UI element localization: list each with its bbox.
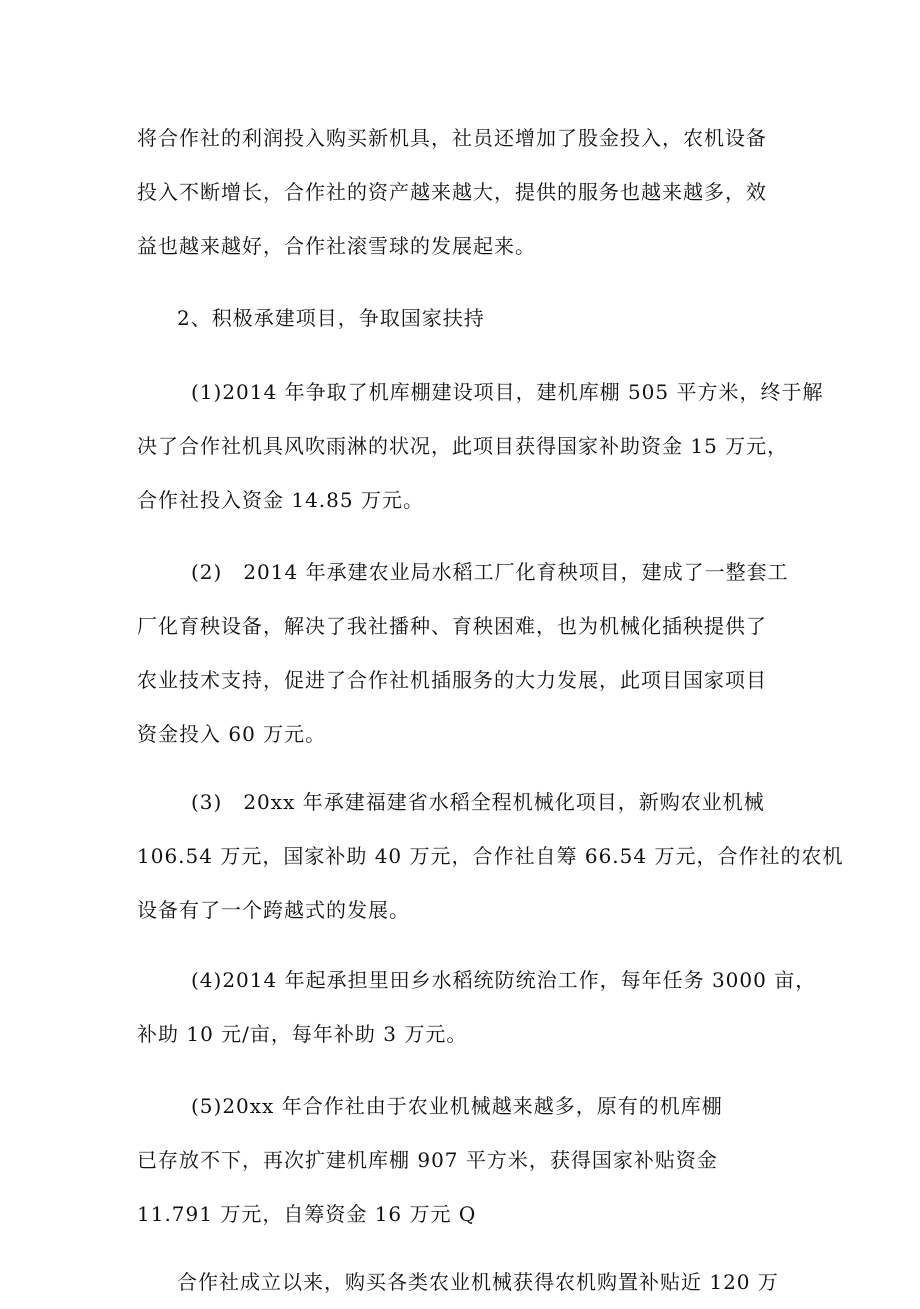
- text-line: 农业技术支持，促进了合作社机插服务的大力发展，此项目国家项目: [137, 668, 767, 692]
- text-line: 合作社投入资金 14.85 万元。: [137, 488, 424, 512]
- text-line: 11.791 万元，自筹资金 16 万元 Q: [137, 1202, 477, 1226]
- text-line: 决了合作社机具风吹雨淋的状况，此项目获得国家补助资金 15 万元，: [137, 434, 789, 458]
- paragraph-item-5: [137, 1079, 787, 1241]
- section-heading-text: 2、积极承建项目，争取国家扶持: [177, 306, 485, 330]
- text-line: 资金投入 60 万元。: [137, 722, 327, 746]
- text-line: 益也越来越好，合作社滚雪球的发展起来。: [137, 234, 536, 258]
- text-line: 合作社成立以来，购买各类农业机械获得农机购置补贴近 120 万: [177, 1270, 779, 1294]
- text-line: 将合作社的利润投入购买新机具，社员还增加了股金投入，农机设备: [137, 126, 767, 150]
- text-line: 已存放不下，再次扩建机库棚 907 平方米，获得国家补贴资金: [137, 1148, 718, 1172]
- paragraph-item-1: [137, 365, 824, 527]
- text-line: 106.54 万元，国家补助 40 万元，合作社自筹 66.54 万元，合作社的农机: [137, 844, 844, 868]
- text-line: (1)2014 年争取了机库棚建设项目，建机库棚 505 平方米，终于解: [191, 380, 824, 404]
- text-line: 设备有了一个跨越式的发展。: [137, 898, 410, 922]
- text-line: (5)20xx 年合作社由于农业机械越来越多，原有的机库棚: [191, 1094, 723, 1118]
- text-line: 投入不断增长，合作社的资产越来越大，提供的服务也越来越多，效: [137, 180, 767, 204]
- text-line: (4)2014 年起承担里田乡水稻统防统治工作，每年任务 3000 亩，: [191, 968, 817, 992]
- text-line: (2) 2014 年承建农业局水稻工厂化育秧项目，建成了一整套工: [191, 560, 789, 584]
- text-line: 补助 10 元/亩，每年补助 3 万元。: [137, 1022, 468, 1046]
- section-heading: [137, 291, 787, 345]
- paragraph-item-2: [137, 545, 787, 761]
- paragraph-item-4: [137, 953, 817, 1061]
- text-line: 厂化育秧设备，解决了我社播种、育秧困难，也为机械化插秧提供了: [137, 614, 767, 638]
- text-line: (3) 20xx 年承建福建省水稻全程机械化项目，新购农业机械: [191, 790, 765, 814]
- paragraph-item-3: [137, 775, 844, 937]
- paragraph-profit-reinvestment: [137, 111, 787, 273]
